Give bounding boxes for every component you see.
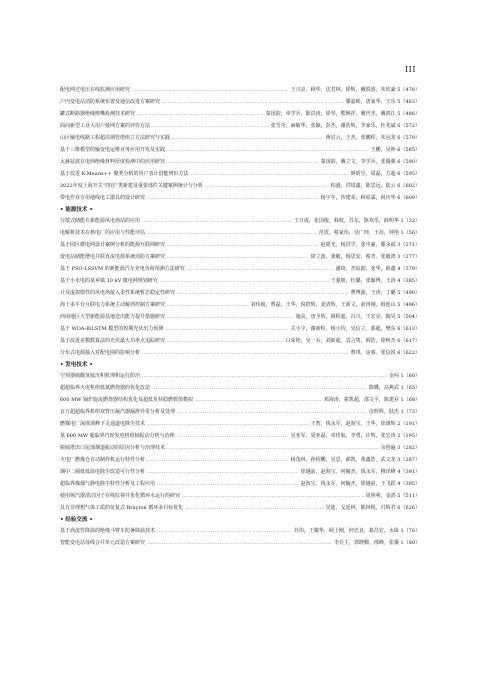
entry-title: 600 MW 锅炉旋流燃烧器结构优化及超低负荷稳燃数值模拟	[60, 397, 193, 403]
page-number: III	[405, 65, 416, 74]
entry-title: 基于三维模型的输变电运维业务应用开发及实践	[60, 147, 166, 153]
toc-entry	[60, 323, 420, 335]
entry-title: 基于小水电的某乡镇 10 kV 微电网规划研究	[60, 278, 158, 284]
entry-authors-page: 吴亚军，夏亚磊，章佳航，李勇，许辉，张宏涛 2（195）	[290, 433, 420, 439]
entry-authors-page: 赵海宝，钱永军，何毓杰，徐越前，王飞跃 4（395）	[300, 481, 420, 487]
dot-leader	[177, 430, 289, 442]
entry-title: 空预器硫酸氢铵沉积机理和运行防治	[60, 373, 141, 379]
entry-title: 2022年度上海开关“四官”类新建及重要部件关键案例统计与分析	[60, 183, 203, 189]
toc-entry	[60, 96, 420, 108]
dot-leader	[167, 144, 369, 156]
entry-authors-page: 蒋启云，王杰，张鹏程，朱冠龙 6（579）	[325, 135, 420, 141]
entry-title: 基于涡流管降温的绝缘斗臂车防暑降温技术	[60, 528, 156, 534]
entry-authors-page: 徐越前，赵海宝，何毓杰，钱永军，穆泽峰 4（391）	[300, 469, 420, 475]
toc-entry	[60, 120, 420, 132]
dot-leader	[147, 454, 289, 466]
dot-leader	[167, 239, 319, 251]
toc-entry	[60, 239, 420, 251]
dot-leader	[172, 132, 324, 144]
entry-authors-page: 曹博源，王涛，丁璐 5（490）	[350, 290, 420, 296]
entry-authors-page: 刘伟航，曹磊，王华，倪群辉，姜清辉，王新文，俞再刚，韩连山 5（496）	[250, 302, 420, 308]
toc-entry	[60, 335, 420, 347]
entry-title: 基于改进差模数算法的光伏最大功率点追踪研究	[60, 338, 166, 344]
entry-authors-page: 范震，蔡家伟，吴广坤，王蓓，钟艳 1（56）	[318, 230, 420, 236]
dot-leader	[195, 394, 322, 406]
dot-leader	[147, 227, 317, 239]
toc-entry	[60, 382, 420, 394]
entry-authors-page: 滕嘉彬，唐家华，王乐 5（483）	[345, 99, 420, 105]
dot-leader	[190, 168, 348, 180]
entry-authors-page: 张雪莹，麻敏华，张颖，彭杰，谢浩辉，李家乐，杜兆斌 6（572）	[270, 123, 420, 129]
dot-leader	[182, 490, 364, 502]
toc-entry	[60, 156, 420, 168]
entry-title: 分散式储能在新能源风电场站的应用	[60, 218, 141, 224]
entry-title: 基于园区微电网设计案例分析的能源互联网研究	[60, 242, 166, 248]
toc-entry	[60, 537, 420, 549]
dot-leader	[147, 466, 299, 478]
entry-authors-page: 王强朋，杜璐，张颖博，王涛 4（385）	[330, 278, 420, 284]
toc-entry	[60, 299, 420, 311]
entry-authors-page: 陈蝶，高燕武 1（65）	[368, 385, 420, 391]
entry-title: 带电作业专用地线电工器具的设计研究	[60, 195, 146, 201]
entry-authors-page: 赵银光，杨洪学，张中豪，滕永福 3（271）	[320, 242, 420, 248]
entry-title: 户内变电站消防系统布置及通信改进方案研究	[60, 99, 161, 105]
toc-entry	[60, 502, 420, 514]
toc-entry	[60, 108, 420, 120]
toc-section	[60, 84, 420, 204]
entry-title: 烟中二圈低低温电除尘改造可行性分析	[60, 469, 146, 475]
entry-authors-page: 杨宇冬，沙建荣，顾原霖，祝庆华 6（609）	[320, 195, 420, 201]
dot-leader	[177, 287, 349, 299]
entry-authors-page: 吴迪，戈延林，陈林根，冯辉君 6（626）	[325, 505, 420, 511]
dot-leader	[142, 370, 387, 382]
entry-authors-page: 秦国韵，章学兵，陈洪涛，徐琴，熊焕祥，戴世杰，戴鸿江 5（486）	[265, 111, 420, 117]
dot-leader	[142, 215, 292, 227]
dot-leader	[132, 84, 289, 96]
entry-authors-page: 徐立波，龚敏，杨思安，蔡青，张毅鸿 3（277）	[310, 254, 420, 260]
dot-leader	[177, 406, 367, 418]
dot-leader	[167, 156, 319, 168]
toc-entry	[60, 263, 420, 275]
toc-entry	[60, 394, 420, 406]
entry-authors-page: 关小宇，谢新程，杨小均，吴信立，郭超，樊东 6（613）	[290, 326, 420, 332]
toc-entry	[60, 347, 420, 359]
dot-leader	[187, 263, 334, 275]
toc-entry	[60, 478, 420, 490]
toc-entry	[60, 144, 420, 156]
toc-entry	[60, 370, 420, 382]
entry-authors-page: 余创遍 3（282）	[380, 445, 420, 451]
dot-leader	[147, 192, 319, 204]
toc-entry	[60, 430, 420, 442]
entry-title: 某 600 MW 超临界汽轮发电机组轴振动分析与治理	[60, 433, 175, 439]
entry-title: 面向新型工业大用户接网方案的评价方法	[60, 123, 151, 129]
dot-leader	[157, 478, 299, 490]
dot-leader	[167, 442, 379, 454]
entry-title: 具有非理想气体工质的征复式 Brayton 循环多目标优化	[60, 505, 184, 511]
entry-authors-page: 苏伟，王耀华，顾士刚，何忠良，葛昌宏，水缉 1（76）	[293, 528, 420, 534]
section-title: • 能源技术 •	[60, 207, 93, 213]
entry-authors-page: 杨茂林，孙绍鹏，吴思，郝凯，黄鑫浩，武文龙 3（287）	[290, 457, 420, 463]
dot-leader	[137, 108, 264, 120]
entry-title: 变电站储能增电并联直流电源系统消防方案研究	[60, 254, 166, 260]
dot-leader	[147, 537, 332, 549]
entry-title: 配电网过电压在线监测应用研究	[60, 87, 131, 93]
entry-title: 智能变电站母线合并单元改造方案研究	[60, 540, 146, 546]
entry-title: 西南地区大型新能源基地送出能力提升措施研究	[60, 314, 166, 320]
dot-leader	[165, 323, 288, 335]
entry-authors-page: 金闯 1（60）	[388, 373, 420, 379]
entry-title: 基于改进 K-Means++ 聚类分析的用户表计借能辨识方法	[60, 171, 189, 177]
entry-title: 超临界煤烟气静电除尘特性分析及工程应用	[60, 481, 156, 487]
section-title: • 经验交流 •	[60, 517, 93, 523]
entry-title: 基于 WOA-BiLSTM 模型的短期光伏出力预测	[60, 326, 164, 332]
toc-entry	[60, 192, 420, 204]
entry-title: 超超临界火电机组低氮燃烧器的优化改造	[60, 385, 151, 391]
entry-title: 计及虚拟惯性的风电场接入柔性系统暂态稳定性研究	[60, 290, 176, 296]
entry-title: 脱硫塔出口尾部烟道振动的原因分析与治理技术	[60, 445, 166, 451]
toc-entry	[60, 275, 420, 287]
entry-authors-page: 白荣艳，吴一石，刘新超，袁言隽，韩浩，徐秋杰 6（617）	[285, 338, 420, 344]
entry-authors-page: 施高，唐圣辉，姚程超，冯兴，王宏亮，陶昊 5（504）	[295, 314, 420, 320]
toc-entry	[60, 525, 420, 537]
entry-authors-page: 李亮主，郭晓卿，邢峰，张骥 1（80）	[333, 540, 420, 546]
dot-leader	[167, 311, 294, 323]
toc-entry	[60, 442, 420, 454]
entry-authors-page: 柏盛，洪琦鑫，陈思远，陆云 6（602）	[330, 183, 420, 189]
entry-authors-page: 王日成，张国俊，韩权，苏东，陈欢乐，薛明华 1（32）	[293, 218, 420, 224]
entry-title: 山区输电线路工程超高钢管塔组立方法研究与实践	[60, 135, 171, 141]
dot-leader	[147, 418, 309, 430]
entry-authors-page: 王智，钱永军，赵海宝，王华，徐雄辉 2（191）	[310, 421, 420, 427]
entry-title: 火电厂燃煤仓自动制样机运行特性分析	[60, 457, 146, 463]
entry-title: 太赫兹波在电网绝缘材料厚度检测中的应用研究	[60, 159, 166, 165]
entry-authors-page: 周照利，金鸽 5（511）	[365, 493, 420, 499]
toc-section	[60, 361, 420, 514]
toc-entry	[60, 180, 420, 192]
toc-entry	[60, 287, 420, 299]
entry-authors-page: 王鹏，吴坤 6（585）	[370, 147, 420, 153]
entry-authors-page: 邓海涛，霍凯超，邵文平，陈建业 1（68）	[323, 397, 420, 403]
dot-leader	[142, 347, 349, 359]
entry-authors-page: 潘琦，杰宸朗，张华，薛鑫 4（379）	[335, 266, 420, 272]
toc-entry	[60, 311, 420, 323]
entry-authors-page: 王兴亮，顾华，沈君林，徐辉，戴锐波，朱钦豪 5（478）	[290, 87, 420, 93]
entry-authors-page: 彦辉辉，陆杰 1（73）	[368, 409, 420, 415]
toc-entry	[60, 406, 420, 418]
toc-entry	[60, 84, 420, 96]
entry-title: 使用频汽器清洁因子在线监视并优化循环水运行的研究	[60, 493, 181, 499]
entry-title: 罐式断路器绝缘喷嘴检测技术研究	[60, 111, 136, 117]
toc-section	[60, 206, 420, 359]
toc-entry	[60, 132, 420, 144]
toc-entry	[60, 466, 420, 478]
toc-entry	[60, 454, 420, 466]
dot-leader	[152, 382, 367, 394]
section-title: • 发电技术 •	[60, 362, 93, 368]
dot-leader	[167, 335, 284, 347]
dot-leader	[162, 96, 344, 108]
entry-title: 电解析技术在核电厂的应用与性能评估	[60, 230, 146, 236]
toc-entry	[60, 168, 420, 180]
dot-leader	[185, 502, 323, 514]
dot-leader	[167, 299, 249, 311]
entry-title: 海上多平台互联电力系统主动解列控制方案研究	[60, 302, 166, 308]
toc-entry	[60, 251, 420, 263]
entry-title: 分布式电源接入对配电网的影响分析	[60, 350, 141, 356]
entry-authors-page: 秦国韵，戴立文，李学兵，张腾翼 6（590）	[320, 159, 420, 165]
dot-leader	[160, 275, 329, 287]
dot-leader	[157, 525, 292, 537]
toc-entry	[60, 227, 420, 239]
table-of-contents	[60, 84, 420, 549]
entry-title: 燃煤电厂深度调峰下灵通道电除尘技术	[60, 421, 146, 427]
entry-title: 百万超超临界机组双背压凝汽器漏泄异常分析及处理	[60, 409, 176, 415]
toc-entry	[60, 215, 420, 227]
dot-leader	[205, 180, 329, 192]
toc-section	[60, 516, 420, 549]
toc-entry	[60, 490, 420, 502]
entry-title: 基于 PSO-LSSVM 的新能源汽车充电负荷预测方法研究	[60, 266, 185, 272]
entry-authors-page: 颜昕昱，周磊，方超 6（595）	[350, 171, 420, 177]
entry-authors-page: 曹琪，房睿，张信锐 6（622）	[350, 350, 420, 356]
toc-entry	[60, 418, 420, 430]
dot-leader	[152, 120, 269, 132]
dot-leader	[167, 251, 309, 263]
